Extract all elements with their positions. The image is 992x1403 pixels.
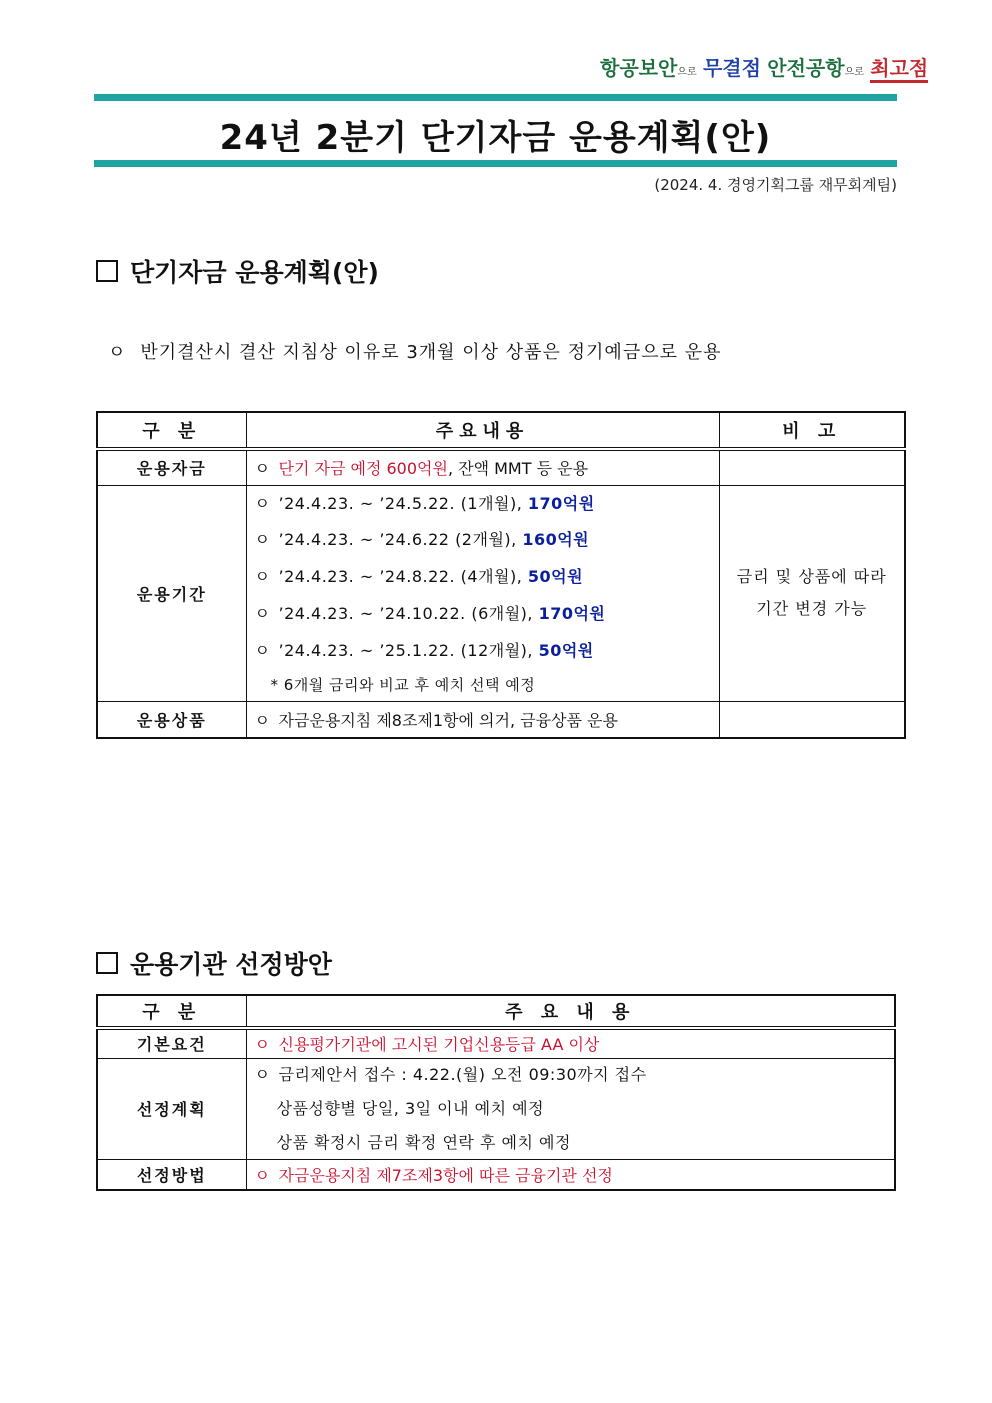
document-subtitle: (2024. 4. 경영기획그룹 재무회계팀) xyxy=(654,176,897,194)
bullet-mark: ㅇ xyxy=(254,493,271,513)
period-item-amount: 50억원 xyxy=(527,567,584,587)
slogan-part3: 안전공항 xyxy=(767,56,845,80)
selection-header-category: 구 분 xyxy=(97,995,246,1028)
row-content-product xyxy=(246,702,719,738)
slogan-part4: 최고점 xyxy=(870,56,928,83)
table-row xyxy=(97,1028,895,1058)
plan-line-1: 금리제안서 접수 : 4.22.(월) 오전 09:30까지 접수 xyxy=(278,1064,647,1084)
bullet-mark: ㅇ xyxy=(254,603,271,623)
period-item-text: ’24.4.23. ~ ’24.10.22. (6개월), xyxy=(278,603,539,623)
checkbox-square-icon xyxy=(96,260,118,282)
bullet-mark: ㅇ xyxy=(254,567,271,587)
section1-bullet xyxy=(108,338,721,364)
row-content-period xyxy=(246,485,719,702)
bullet-mark: ㅇ xyxy=(254,1166,270,1186)
bullet-mark: ㅇ xyxy=(254,711,270,731)
plan-line xyxy=(255,1059,895,1091)
period-item xyxy=(255,559,719,596)
selection-header-content: 주 요 내 용 xyxy=(246,995,895,1028)
section1-heading-text: 단기자금 운용계획(안) xyxy=(130,258,379,287)
row-remark-period xyxy=(719,485,905,702)
table-row xyxy=(97,485,905,702)
bullet-mark: ㅇ xyxy=(254,640,271,660)
row-remark-product xyxy=(719,702,905,738)
fund-rest-text: , 잔액 MMT 등 운용 xyxy=(447,459,589,479)
plan-header-category: 구 분 xyxy=(97,412,246,449)
slogan-part3-small: 으로 xyxy=(844,67,864,78)
row-content-plan xyxy=(246,1058,895,1160)
section2-heading xyxy=(96,945,332,981)
page-title: 24년 2분기 단기자금 운용계획(안) xyxy=(219,118,772,158)
bullet-mark: ㅇ xyxy=(254,1035,270,1055)
period-item-amount: 170억원 xyxy=(538,603,606,623)
table-row xyxy=(97,449,905,485)
period-item xyxy=(255,522,719,559)
selection-table xyxy=(96,994,896,1191)
bullet-mark: ㅇ xyxy=(254,1064,271,1084)
period-item xyxy=(255,633,719,670)
slogan-part2: 무결점 xyxy=(702,56,761,80)
checkbox-square-icon xyxy=(96,952,118,974)
slogan-part1: 항공보안 xyxy=(600,56,678,80)
row-label-product: 운용상품 xyxy=(97,702,246,738)
fund-amount-text: 단기 자금 예정 600억원 xyxy=(278,459,448,479)
row-label-method: 선정방법 xyxy=(97,1160,246,1190)
row-label-fund: 운용자금 xyxy=(97,449,246,485)
period-item xyxy=(255,596,719,633)
table-row xyxy=(97,1160,895,1190)
row-content-fund xyxy=(246,449,719,485)
slogan xyxy=(600,52,929,81)
row-label-basic: 기본요건 xyxy=(97,1028,246,1058)
bullet-mark: ㅇ xyxy=(108,342,127,363)
row-label-period: 운용기간 xyxy=(97,485,246,702)
product-text: 자금운용지침 제8조제1항에 의거, 금융상품 운용 xyxy=(278,711,618,731)
plan-line-2: 상품성향별 당일, 3일 이내 예치 예정 xyxy=(276,1098,545,1118)
basic-text: 신용평가기관에 고시된 기업신용등급 AA 이상 xyxy=(278,1035,600,1055)
row-content-basic xyxy=(246,1028,895,1058)
period-item-text: ’24.4.23. ~ ’24.8.22. (4개월), xyxy=(278,567,528,587)
period-item-amount: 50억원 xyxy=(538,640,594,660)
section2-heading-text: 운용기관 선정방안 xyxy=(130,950,332,979)
bullet-mark: ㅇ xyxy=(254,459,270,479)
plan-line-3: 상품 확정시 금리 확정 연락 후 예치 예정 xyxy=(276,1133,571,1153)
slogan-part1-small: 으로 xyxy=(677,67,697,78)
period-item-amount: 160억원 xyxy=(522,530,590,550)
row-remark-fund xyxy=(719,449,905,485)
period-item-amount: 170억원 xyxy=(527,493,595,513)
section1-heading xyxy=(96,253,379,289)
method-text: 자금운용지침 제7조제3항에 따른 금융기관 선정 xyxy=(278,1166,613,1186)
plan-table xyxy=(96,411,906,739)
table-row xyxy=(97,702,905,738)
remark-line-2: 기간 변경 가능 xyxy=(756,599,868,619)
period-footnote: * 6개월 금리와 비교 후 예치 선택 예정 xyxy=(270,676,536,695)
row-label-plan: 선정계획 xyxy=(97,1058,246,1160)
row-content-method xyxy=(246,1160,895,1190)
title-bottom-bar xyxy=(94,160,897,167)
period-item-text: ’24.4.23. ~ ’24.6.22 (2개월), xyxy=(278,530,523,550)
period-item-text: ’24.4.23. ~ ’25.1.22. (12개월), xyxy=(278,640,539,660)
period-item-text: ’24.4.23. ~ ’24.5.22. (1개월), xyxy=(278,493,528,513)
table-row xyxy=(97,1058,895,1160)
title-top-bar xyxy=(94,94,897,101)
section1-bullet-text: 반기결산시 결산 지침상 이유로 3개월 이상 상품은 정기예금으로 운용 xyxy=(140,342,722,363)
plan-header-remark: 비 고 xyxy=(719,412,905,449)
period-item xyxy=(255,486,719,523)
bullet-mark: ㅇ xyxy=(254,530,271,550)
remark-line-1: 금리 및 상품에 따라 xyxy=(736,567,887,587)
plan-header-content: 주요내용 xyxy=(246,412,719,449)
